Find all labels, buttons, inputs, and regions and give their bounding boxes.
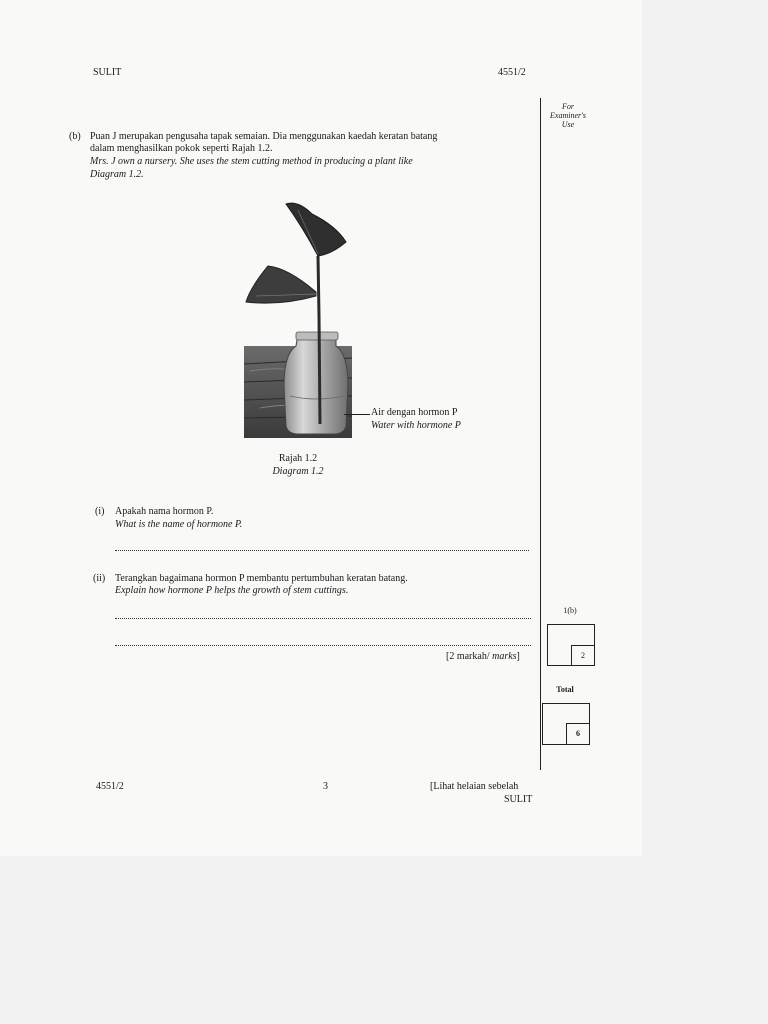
- score-box-label-1b: 1(b): [563, 606, 577, 615]
- marks-prefix: [2 markah/: [446, 651, 493, 662]
- question-b-malay-line1: Puan J merupakan pengusaha tapak semaian. Dia menggunakan kaedah keratan batang: [90, 131, 438, 142]
- question-b-marker: (b): [69, 131, 81, 142]
- examiner-label-examiners: Examiner's: [550, 111, 586, 120]
- footer-paper-code: 4551/2: [96, 781, 124, 792]
- marks-suffix: ]: [516, 651, 520, 662]
- footer-sulit: SULIT: [504, 794, 533, 805]
- stem-cutting-photo: [240, 196, 356, 440]
- part-ii-answer-line-2[interactable]: [115, 645, 531, 646]
- diagram-label-malay: Air dengan hormon P: [371, 407, 458, 418]
- header-sulit: SULIT: [93, 67, 122, 78]
- footer-page-number: 3: [323, 781, 328, 792]
- part-ii-marks: [446, 651, 520, 663]
- score-box-label-total: Total: [556, 685, 574, 694]
- marks-word: marks: [492, 651, 517, 662]
- part-i-question-english: What is the name of hormone P.: [115, 519, 243, 530]
- diagram-caption-english: Diagram 1.2: [272, 466, 324, 477]
- part-ii-marker: (ii): [93, 573, 106, 584]
- part-i-answer-line[interactable]: [115, 550, 529, 551]
- part-ii-answer-line-1[interactable]: [115, 618, 531, 619]
- examiner-label-for: For: [562, 102, 574, 111]
- diagram-caption-malay: Rajah 1.2: [278, 453, 318, 464]
- question-b-malay-line2: dalam menghasilkan pokok seperti Rajah 1.2.: [90, 143, 273, 154]
- question-b-english-line2: Diagram 1.2.: [90, 169, 144, 180]
- header-paper-code: 4551/2: [498, 67, 526, 78]
- part-ii-question-malay: Terangkan bagaimana hormon P membantu pertumbuhan keratan batang.: [115, 573, 408, 584]
- diagram-label-english: Water with hormone P: [371, 420, 461, 431]
- score-box-1b-max-value: 2: [581, 651, 585, 660]
- question-b-english-line1: Mrs. J own a nursery. She uses the stem cutting method in producing a plant like: [90, 156, 413, 167]
- examiner-label-use: Use: [561, 120, 575, 129]
- examiner-column-divider: [540, 98, 541, 770]
- score-box-total-max-value: 6: [576, 729, 580, 738]
- part-ii-question-english: Explain how hormone P helps the growth of stem cuttings.: [115, 585, 349, 596]
- footer-turn-over: [Lihat helaian sebelah: [430, 781, 519, 792]
- diagram-label-pointer: [344, 414, 370, 415]
- part-i-marker: (i): [95, 506, 105, 517]
- part-i-question-malay: Apakah nama hormon P.: [115, 506, 214, 517]
